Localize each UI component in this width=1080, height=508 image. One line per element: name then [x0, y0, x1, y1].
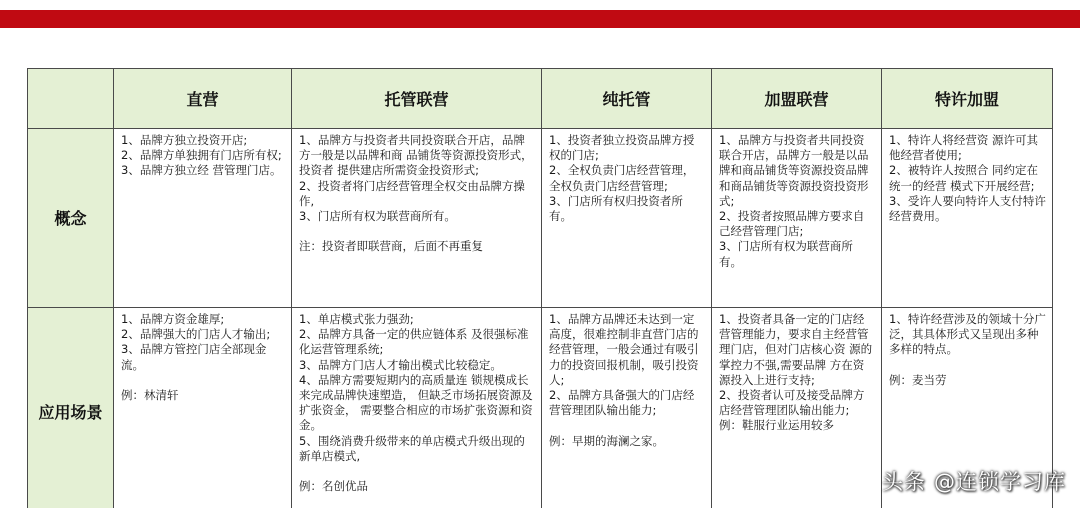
column-header: 直营: [114, 69, 292, 129]
table-cell: 1、品牌方品牌还未达到一定高度，很难控制非直营门店的经营管理，一般会通过有吸引力的投资回报机制，吸引投资人; 2、品牌方具备强大的门店经营管理团队输出能力; 例：早期的海澜之家。: [542, 308, 712, 508]
watermark-handle: @连锁学习库: [934, 470, 1066, 494]
column-header: 纯托管: [542, 69, 712, 129]
column-header: 特许加盟: [882, 69, 1053, 129]
corner-cell: [28, 69, 114, 129]
comparison-table: [27, 68, 1053, 508]
table-cell: 1、品牌方资金雄厚; 2、品牌强大的门店人才输出; 3、品牌方管控门店全部现金流。 例：林清轩: [114, 308, 292, 508]
table-cell: 1、品牌方与投资者共同投资联合开店，品牌方一般是以品牌和商 品铺货等资源投资形式，投资者 提供建店所需资金投资形式; 2、投资者将门店经营管理全权交由品牌方操作, 3、门店所有权为联营商所有。 注：投资者即联营商，后面不再重复: [292, 129, 542, 308]
column-header: 加盟联营: [712, 69, 882, 129]
table-cell: 1、特许经营涉及的领域十分广泛，其具体形式又呈现出多种 多样的特点。 例：麦当劳: [882, 308, 1053, 508]
table-cell: 1、投资者具备一定的门店经营管理能力，要求自主经营管理门店，但对门店核心资 源的掌控力不强,需要品牌 方在资源投入上进行支持; 2、投资者认可及接受品牌方店经营管理团队输出能力; 例：鞋服行业运用较多: [712, 308, 882, 508]
table-row: [28, 129, 1053, 308]
table-cell: 1、品牌方独立投资开店; 2、品牌方单独拥有门店所有权; 3、品牌方独立经 营管理门店。: [114, 129, 292, 308]
table-cell: 1、单店模式张力强劲; 2、品牌方具备一定的供应链体系 及很强标准化运营管理系统; 3、品牌方门店人才输出模式比较稳定。 4、品牌方需要短期内的高质量连 锁规模成长来完成品牌快速塑造， 但缺乏市场拓展资源及扩张资金， 需要整合相应的市场扩张资源和资金。 5、围绕消费升级带来的单店模式升级出现的新单店模式, 例：名创优品: [292, 308, 542, 508]
column-header: 托管联营: [292, 69, 542, 129]
watermark: [874, 466, 1066, 496]
table-cell: 1、投资者独立投资品牌方授权的门店; 2、全权负责门店经营管理，全权负责门店经营管理; 3、门店所有权归投资者所有。: [542, 129, 712, 308]
top-red-bar: [0, 10, 1080, 28]
row-header: 应用场景: [28, 308, 114, 508]
table-cell: 1、品牌方与投资者共同投资联合开店，品牌方一般是以品牌和商品铺货等资源投资品牌和商品铺货等资源投资投资形式; 2、投资者按照品牌方要求自 己经营管理门店; 3、门店所有权为联营商所有。: [712, 129, 882, 308]
watermark-prefix: 头条: [882, 470, 926, 494]
table-cell: 1、特许人将经营资 源许可其他经营者使用; 2、被特许人按照合 同约定在统一的经营 模式下开展经营; 3、受许人要向特许人支付特许经营费用。: [882, 129, 1053, 308]
table-header-row: [28, 69, 1053, 129]
row-header: 概念: [28, 129, 114, 308]
